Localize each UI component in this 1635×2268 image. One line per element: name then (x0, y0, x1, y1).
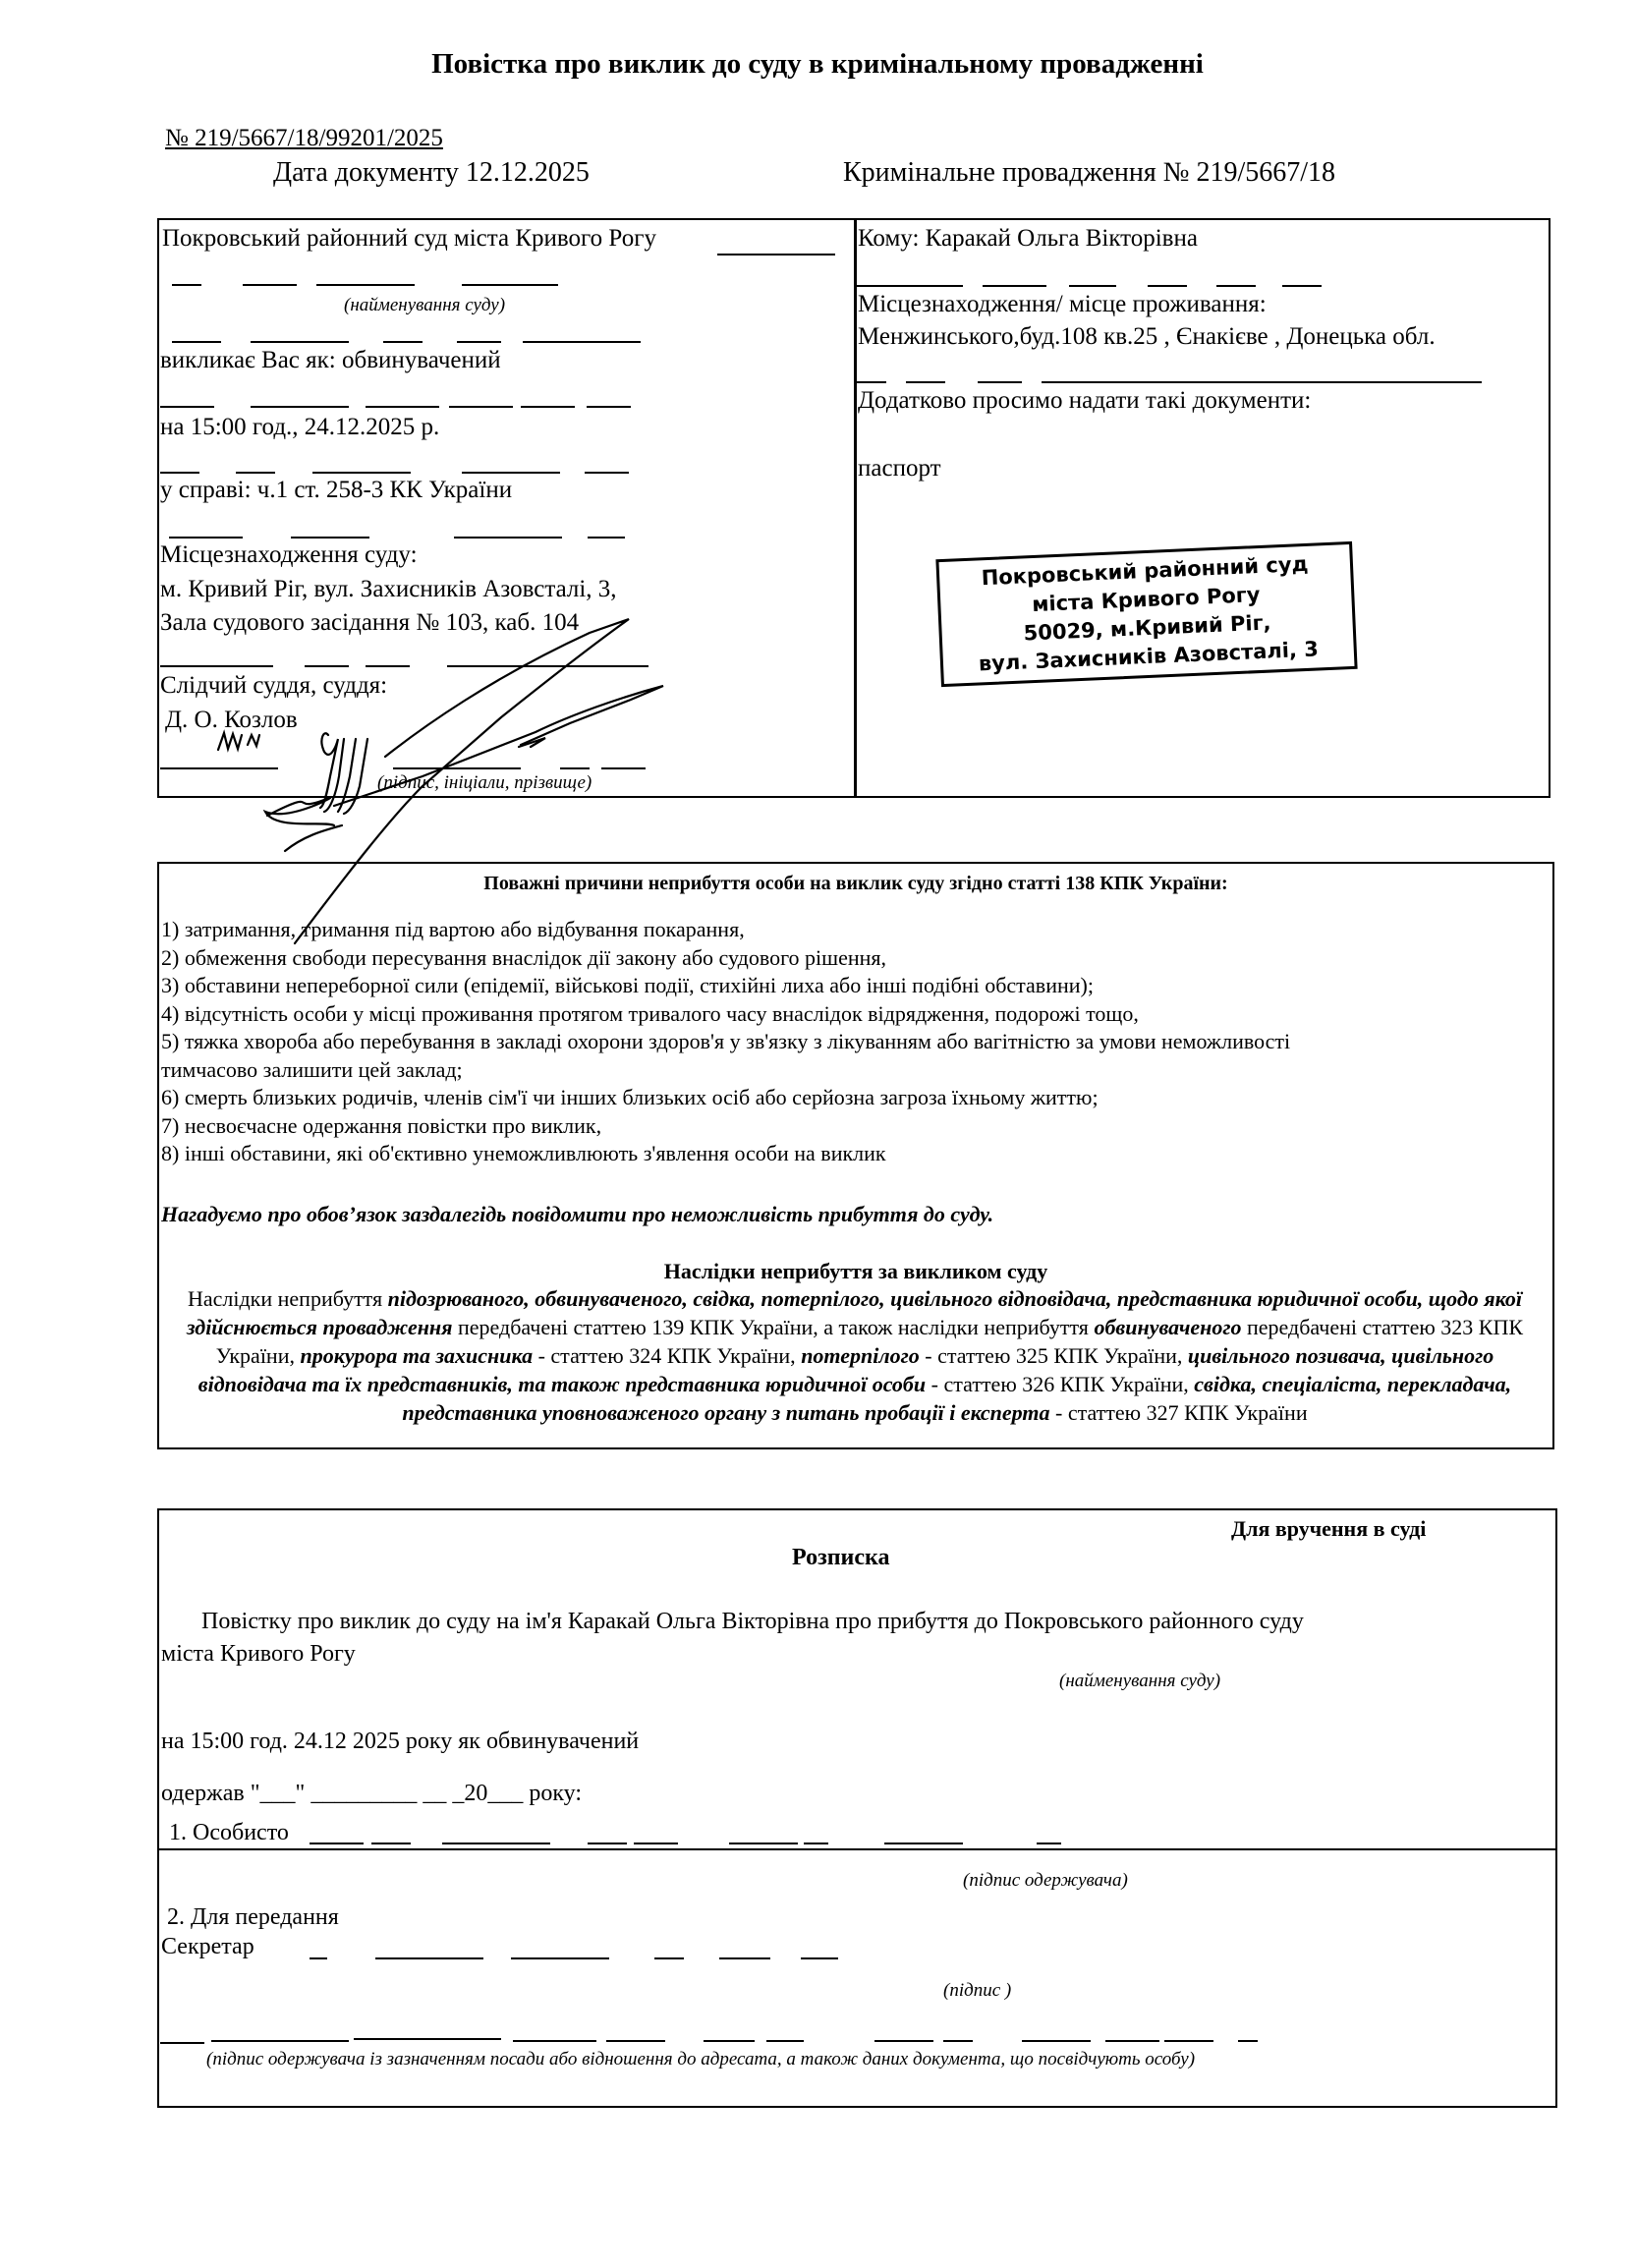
underline (906, 381, 945, 383)
receipt-line-1: Повістку про виклик до суду на ім'я Каракай Ольга Вікторівна про прибуття до Покровського районного суду (201, 1609, 1304, 1634)
underline (172, 284, 201, 286)
underline (312, 472, 411, 474)
underline (316, 284, 415, 286)
judge-label: Слідчий суддя, суддя: (160, 672, 388, 699)
underline (291, 537, 369, 539)
consequences-fragment: прокурора та захисника (300, 1343, 534, 1368)
stamp-line: міста Кривого Рогу (1031, 582, 1261, 617)
reason-item: 7) несвоєчасне одержання повістки про виклик, (161, 1112, 602, 1138)
underline (454, 537, 562, 539)
signature-line (766, 2040, 804, 2042)
signature-line (943, 2040, 973, 2042)
signature-line (1022, 2040, 1091, 2042)
underline (462, 284, 558, 286)
reason-item: 2) обмеження свободи пересування внаслідок дії закону або судового рішення, (161, 944, 887, 970)
receipt-box-lower (157, 1508, 1557, 2108)
documents-label: Додатково просимо надати такі документи: (858, 387, 1312, 414)
consequences-fragment: обвинуваченого (1094, 1315, 1242, 1339)
signature-line (1105, 2040, 1159, 2042)
signature-line (513, 2040, 596, 2042)
consequences-fragment: потерпілого (801, 1343, 920, 1368)
underline (857, 285, 963, 287)
footer-caption: (підпис одержувача із зазначенням посади або відношення до адресата, а також даних документа, що посвідчують особу) (206, 2049, 1196, 2070)
for-transfer-label: 2. Для передання (167, 1904, 339, 1930)
recipient-signature-caption: (підпис одержувача) (963, 1870, 1128, 1891)
reason-item: 5) тяжка хвороба або перебування в закладі охорони здоров'я у зв'язку з лікуванням або вагітністю за умови неможливості (161, 1029, 1291, 1053)
signature-line (801, 1957, 838, 1959)
underline (588, 537, 625, 539)
document-number: № 219/5667/18/99201/2025 (165, 125, 443, 151)
page-title: Повістка про виклик до суду в кримінальному провадженні (431, 48, 1204, 80)
personally-label: 1. Особисто (169, 1820, 289, 1845)
underline (1042, 381, 1482, 383)
reason-item: 8) інші обставини, які об'єктивно унеможливлюють з'явлення особи на виклик (161, 1141, 886, 1165)
signature-line (704, 2040, 755, 2042)
secretary-signature-caption: (підпис ) (943, 1980, 1012, 2001)
signature-caption: (підпис, ініціали, прізвище) (377, 772, 592, 793)
residence-value: Менжинського,буд.108 кв.25 , Єнакієве , Донецька обл. (858, 323, 1436, 350)
underline (169, 537, 243, 539)
consequences-fragment: - статтею 326 КПК України, (926, 1372, 1195, 1396)
court-name: Покровський районний суд міста Кривого Рогу (162, 225, 656, 252)
signature-line (160, 2042, 204, 2044)
underline (717, 254, 835, 255)
receipt-title: Розписка (792, 1545, 890, 1570)
court-caption: (найменування суду) (1059, 1671, 1221, 1691)
underline (1148, 285, 1187, 287)
stamp-line: вул. Захисників Азовсталі, 3 (978, 637, 1320, 676)
underline (521, 406, 575, 408)
consequences-fragment: свідка, спеціаліста, перекладача, представника уповноваженого органу з питань пробації і експерта (402, 1372, 1512, 1425)
reason-item: 1) затримання, тримання під вартою або відбування покарання, (161, 917, 745, 941)
underline (587, 406, 631, 408)
court-stamp (935, 541, 1357, 687)
underline (1282, 285, 1322, 287)
underline (393, 767, 521, 769)
consequences-fragment: Наслідки неприбуття (187, 1286, 388, 1311)
hearing-time: на 15:00 год., 24.12.2025 р. (160, 414, 440, 440)
reason-item: 3) обставини непереборної сили (епідемії, військові події, стихійні лиха або інші подібні обставини); (161, 973, 1094, 997)
case-article: у справі: ч.1 ст. 258-3 КК України (160, 477, 513, 503)
consequences-fragment: - статтею 325 КПК України, (919, 1343, 1188, 1368)
consequences-fragment: передбачені статтею 323 КПК України, (215, 1315, 1524, 1368)
stamp-line: 50029, м.Кривий Ріг, (1023, 610, 1271, 646)
reasons-list (161, 916, 1547, 1168)
reason-item: тимчасово залишити цей заклад; (161, 1056, 463, 1082)
courtroom: Зала судового засідання № 103, каб. 104 (160, 609, 580, 636)
signature-line (874, 2040, 933, 2042)
consequences-fragment: цивільного позивача, цивільного відповідача та їх представників, та також представника юридичної особи (197, 1343, 1494, 1396)
criminal-proceeding-number: Кримінальне провадження № 219/5667/18 (843, 157, 1336, 188)
underline (251, 341, 349, 343)
signature-line (511, 1957, 609, 1959)
underline (1069, 285, 1116, 287)
signature-line (606, 2040, 665, 2042)
underline (172, 341, 221, 343)
signature-line (1238, 2040, 1258, 2042)
underline (366, 665, 410, 667)
consequences-fragment: - статтею 324 КПК України, (533, 1343, 802, 1368)
underline (983, 285, 1046, 287)
underline (251, 406, 349, 408)
underline (447, 665, 648, 667)
court-location-label: Місцезнаходження суду: (160, 541, 418, 568)
underline (366, 406, 439, 408)
summons-role: викликає Вас як: обвинувачений (160, 347, 501, 373)
recipient-name: Кому: Каракай Ольга Вікторівна (858, 225, 1198, 252)
court-address: м. Кривий Ріг, вул. Захисників Азовсталі, 3, (160, 576, 617, 602)
underline (236, 472, 275, 474)
reason-item: 6) смерть близьких родичів, членів сім'ї чи інших близьких осіб або серйозна загроза їхньому життю; (161, 1085, 1099, 1109)
underline (160, 767, 278, 769)
consequences-text (161, 1284, 1549, 1427)
signature-line (375, 1957, 483, 1959)
document-date: Дата документу 12.12.2025 (273, 157, 590, 188)
documents-value: паспорт (858, 455, 941, 482)
stamp-line: Покровський районний суд (981, 551, 1309, 591)
underline (857, 381, 886, 383)
residence-label: Місцезнаходження/ місце проживання: (858, 291, 1267, 317)
underline (383, 341, 423, 343)
underline (1216, 285, 1256, 287)
underline (449, 406, 513, 408)
underline (305, 665, 349, 667)
signature-line (354, 2038, 501, 2040)
underline (160, 665, 273, 667)
signature-line (310, 1957, 327, 1959)
reason-item: 4) відсутність особи у місці проживання протягом тривалого часу внаслідок відрядження, подорожі тощо, (161, 1000, 1139, 1026)
signature-line (211, 2040, 349, 2042)
signature-line (654, 1957, 684, 1959)
consequences-fragment: передбачені статтею 139 КПК України, а також наслідки неприбуття (452, 1315, 1095, 1339)
consequences-fragment: підозрюваного, обвинуваченого, свідка, потерпілого, цивільного відповідача, представника юридичної особи, щодо якої здійснюється провадження (186, 1286, 1523, 1339)
consequences-fragment: - статтею 327 КПК України (1049, 1400, 1308, 1425)
underline (601, 767, 646, 769)
consequences-heading: Наслідки неприбуття за викликом суду (663, 1259, 1048, 1283)
secretary-label: Секретар (161, 1934, 254, 1959)
underline (978, 381, 1022, 383)
underline (560, 767, 590, 769)
underline (160, 406, 214, 408)
underline (243, 284, 297, 286)
reasons-heading: Поважні причини неприбуття особи на виклик суду згідно статті 138 КПК України: (483, 873, 1228, 894)
receipt-hearing: на 15:00 год. 24.12 2025 року як обвинувачений (161, 1729, 640, 1754)
signature-line (719, 1957, 770, 1959)
underline (160, 472, 199, 474)
underline (462, 472, 560, 474)
court-name-caption: (найменування суду) (344, 295, 506, 315)
table-divider (854, 218, 857, 798)
reminder-note: Нагадуємо про обов’язок заздалегідь повідомити про неможливість прибуття до суду. (161, 1202, 994, 1226)
underline (457, 341, 501, 343)
judge-name: Д. О. Козлов (165, 707, 298, 733)
receipt-line-2: міста Кривого Рогу (161, 1641, 356, 1667)
signature-line (1164, 2040, 1213, 2042)
underline (523, 341, 641, 343)
received-date-line: одержав "___" _________ __ _20___ року: (161, 1781, 583, 1806)
underline (585, 472, 629, 474)
delivery-note: Для вручення в суді (1231, 1516, 1427, 1541)
